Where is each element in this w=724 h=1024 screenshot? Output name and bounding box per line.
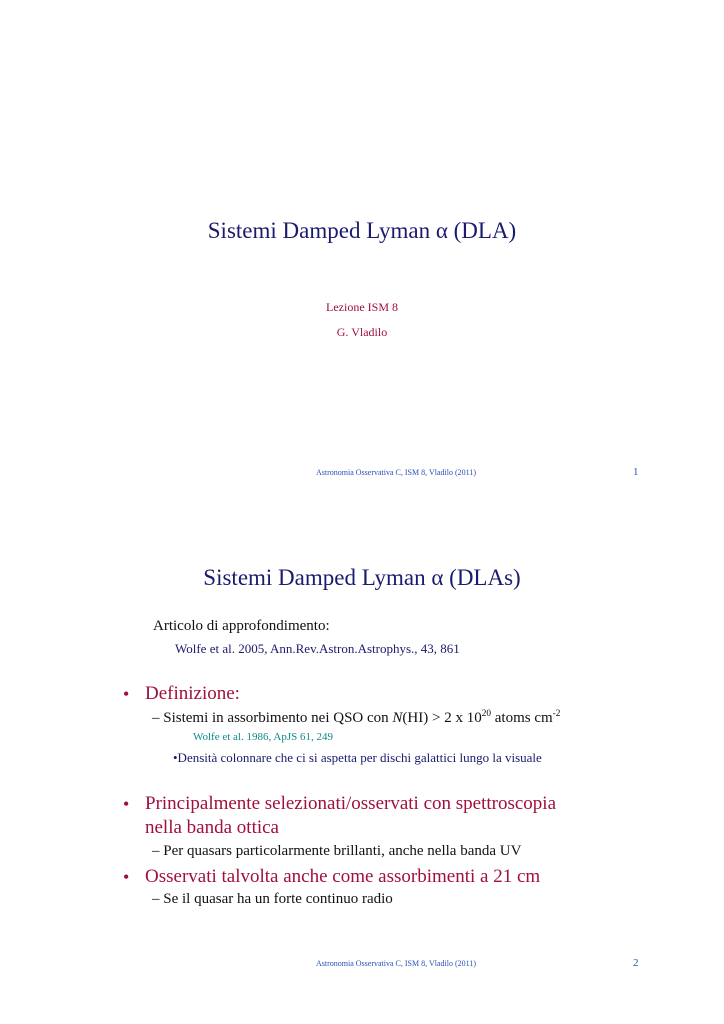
bullet-definition: • [123,684,130,704]
bullet-21cm: • [123,867,130,887]
slide-1-page-number: 1 [633,466,639,478]
definition-prefix: Sistemi in assorbimento nei QSO con [163,710,393,726]
author-name: G. Vladilo [336,325,388,339]
slide-1 [0,0,724,500]
selection-line-2: nella banda ottica [145,817,279,838]
definition-note: •Densità colonnare che ci si aspetta per dischi galattici lungo la visuale [173,750,542,765]
slide-1-title: Sistemi Damped Lyman α (DLA) [207,218,517,243]
n-symbol: N [392,710,403,726]
selection-sub-text: Per quasars particolarmente brillanti, anche nella banda UV [163,843,522,859]
lesson-label: Lezione ISM 8 [326,300,398,314]
bullet-selection: • [123,794,130,814]
absorption-21cm-sub [152,891,393,908]
unit-exponent: -2 [552,709,561,719]
selection-line-1: Principalmente selezionati/osservati con spettroscopia [145,793,557,814]
dash-marker: – [152,843,160,859]
slide-2 [0,500,724,1024]
definition-reference: Wolfe et al. 1986, ApJS 61, 249 [193,731,333,743]
definition-mid: (HI) > 2 x 10 [402,710,482,726]
definition-line [152,710,560,727]
definition-unit: atoms cm [491,710,553,726]
slide-1-footer: Astronomia Osservativa C, ISM 8, Vladilo (2011) [316,468,476,477]
slide-2-page-number: 2 [633,957,639,969]
exponent: 20 [481,709,491,719]
article-label: Articolo di approfondimento: [153,618,330,634]
absorption-21cm-heading: Osservati talvolta anche come assorbimenti a 21 cm [145,866,541,887]
absorption-21cm-sub-text: Se il quasar ha un forte continuo radio [163,891,393,907]
slide-2-title: Sistemi Damped Lyman α (DLAs) [203,565,521,590]
definition-heading: Definizione: [145,683,240,704]
dash-marker: – [152,891,160,907]
article-reference: Wolfe et al. 2005, Ann.Rev.Astron.Astrophys., 43, 861 [175,641,460,656]
selection-sub [152,843,521,860]
dash-marker: – [152,710,160,726]
slide-2-footer: Astronomia Osservativa C, ISM 8, Vladilo (2011) [316,959,476,968]
